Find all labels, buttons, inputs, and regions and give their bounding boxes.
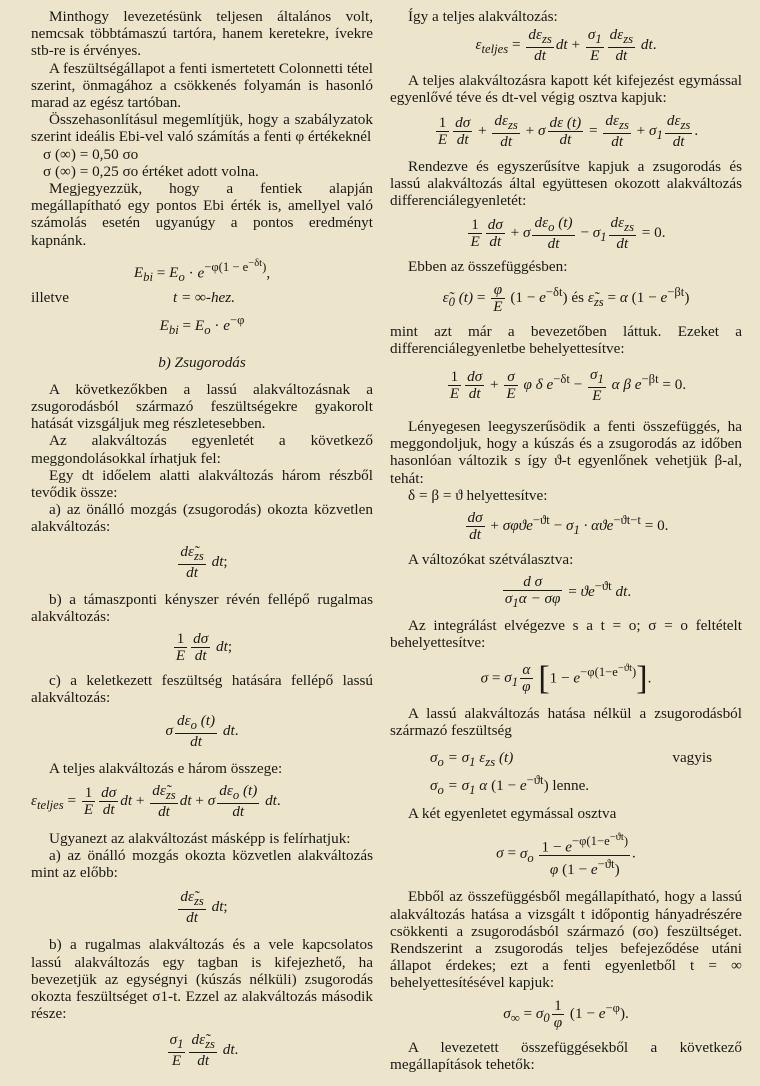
equation: $\frac{1}{E}$ $\frac{d\sigma}{dt}$ dt; bbox=[175, 630, 233, 665]
paragraph: A lassú alakváltozás hatása nélkül a zsugorodásból származó feszültség bbox=[390, 704, 742, 740]
paragraph: A változókat szétválasztva: bbox=[408, 550, 574, 568]
vagyis-label: vagyis bbox=[672, 749, 712, 767]
paragraph: A feszültségállapot a fenti ismertetett Colonnetti tétel szerint, önmagához a csökkenés folyamán is hasonló marad az egész tartóban. bbox=[31, 59, 373, 112]
section-heading: b) Zsugorodás bbox=[158, 353, 246, 371]
lenne-label: lenne. bbox=[552, 776, 590, 794]
right-column bbox=[390, 8, 742, 1073]
paragraph: Megjegyezzük, hogy a fentiek alapján megállapítható egy pontos Ebi érték is, amellyel való számolás esetén ugyanúgy a pontos eredményt kapnánk. bbox=[31, 180, 373, 249]
paragraph: Összehasonlításul megemlítjük, hogy a szabályzatok szerint ideális Ebi-vel való számítás a fenti φ értékeknél bbox=[31, 111, 373, 146]
equation: σ (∞) = 0,25 σo értéket adott volna. bbox=[43, 162, 259, 180]
equation: σ $\frac{d\varepsilon_o (t)}{dt}$ dt. bbox=[165, 711, 239, 750]
paragraph: Rendezve és egyszerűsítve kapjuk a zsugorodás és lassú alakváltozás által együttesen okozott alakváltozás differenciálegyenletét: bbox=[390, 157, 742, 210]
equation-row bbox=[390, 749, 742, 799]
equation: $\frac{d\sigma}{dt}$ + $\sigma\varphi ϑe^{-ϑt} - \sigma_1 \cdot \alpha ϑe^{-ϑt-t} = 0$. bbox=[467, 508, 669, 543]
equation: $\frac{d\varepsiloñ_{zs}}{dt}$ dt; bbox=[180, 542, 228, 581]
equation: $\varepsilon_{teljes}$ = $\frac{d\varepsilon_{zs}}{dt}$ dt + $\frac{\sigma_1}{E}$ $\frac{d\varepsilon_{zs}}{dt}$ dt. bbox=[475, 26, 657, 65]
paragraph: Az alakváltozás egyenletét a következő meggondolásokkal írhatjuk fel: bbox=[31, 432, 373, 467]
paragraph: Lényegesen leegyszerűsödik a fenti összefüggés, ha meggondoljuk, hogy a kúszás és a zsugorodás az időben hasonlóan változik s így ϑ-t egyenlőnek vehetjük β-al, tehát: bbox=[390, 417, 742, 487]
paragraph: Így a teljes alakváltozás: bbox=[408, 8, 558, 25]
equation: t = ∞-hez. bbox=[173, 289, 235, 307]
paragraph: A következőkben a lassú alakváltozásnak a zsugorodásból származó feszültségekre gyakorolt hatását vizsgáljuk meg részletesebben. bbox=[31, 380, 373, 433]
equation: $E_{bi} = E_o \cdot e^{-\varphi(1 - e^{-\delta t})}$, bbox=[133, 257, 271, 285]
equation: $\sigma = \sigma_1$ $\frac{\alpha}{\varphi}$ $[1 - e^{-\varphi(1-e^{-ϑt})}]$. bbox=[480, 659, 652, 697]
paragraph: A teljes alakváltozás e három összege: bbox=[49, 759, 283, 777]
paragraph: Ebben az összefüggésben: bbox=[408, 258, 568, 276]
equation: $\frac{1}{E}$ $\frac{d\sigma}{dt}$ + σ $\frac{d\varepsilon_o (t)}{dt}$ − $\sigma_1$ $\frac{d\varepsilon_{zs}}{dt}$ = 0. bbox=[470, 214, 666, 253]
paragraph: Ebből az összefüggésből megállapítható, hogy a lassú alakváltozás hatása a vizsgált t időpontig hányadrészére csökkenti a zsugorodásból származó (σo) feszültséget. Rendszerint a zsugorodás teljes befejeződése utáni állapot érdekes; ezt a fenti egyenletből t = ∞ behelyettesítésével kapjuk: bbox=[390, 888, 742, 992]
paragraph: Minthogy levezetésünk teljesen általános volt, nemcsak többtámaszú tartóra, hanem keretekre, ívekre stb-re is érvényes. bbox=[31, 8, 373, 60]
paragraph: Az integrálást elvégezve s a t = o; σ = o feltételt behelyettesítve: bbox=[390, 617, 742, 652]
equation: $\frac{1}{E}$ $\frac{d\sigma}{dt}$ + $\frac{d\varepsilon_{zs}}{dt}$ + σ $\frac{d\varepsilon (t)}{dt}$ = $\frac{d\varepsilon_{zs}}{dt}$ + $\sigma_1$ $\frac{d\varepsilon_{zs}}{dt}$ . bbox=[437, 111, 699, 150]
equation: $\varepsiloñ_0$ (t) = $\frac{\varphi}{E}$ $(1 - e^{-\delta t})$ és $\varepsiloñ_{zs} = \alpha$ $(1 - e^{-\beta t})$ bbox=[442, 280, 690, 315]
equation: $\sigma_o = \sigma_1$ α $(1 - e^{-ϑt})$ lenne. bbox=[430, 772, 590, 797]
paragraph: Egy dt időelem alatti alakváltozás három részből tevődik össze: bbox=[31, 466, 373, 502]
paragraph: A teljes alakváltozásra kapott két kifejezést egymással egyenlővé téve és dt-vel végig osztva kapjuk: bbox=[390, 72, 742, 107]
equation: $\sigma_o = \sigma_1$ $\varepsilon_{zs}$ (t) vagyis bbox=[390, 749, 742, 771]
equation-row bbox=[31, 289, 373, 309]
equation: $\sigma_\infty = \sigma_0$ $\frac{1}{\varphi}$ $(1 - e^{-\varphi})$. bbox=[503, 996, 629, 1031]
equation: σ (∞) = 0,50 σo bbox=[43, 145, 139, 163]
paragraph: A két egyenletet egymással osztva bbox=[408, 804, 617, 822]
paragraph: Ugyanezt az alakváltozást másképp is felírhatjuk: bbox=[49, 829, 351, 847]
paragraph: A levezetett összefüggésekből a következő megállapítások tehetők: bbox=[390, 1038, 742, 1073]
paragraph: c) a keletkezett feszültség hatására fellépő lassú alakváltozás: bbox=[31, 672, 373, 707]
equation: $E_{bi} = E_o \cdot e^{-\varphi}$ bbox=[159, 313, 245, 338]
paragraph: a) az önálló mozgás (zsugorodás) okozta közvetlen alakváltozás: bbox=[31, 501, 373, 536]
paragraph: b) a rugalmas alakváltozás és a vele kapcsolatos lassú alakváltozás egy tagban is kifejezhető, ha bevezetjük az egységnyi (kúszás nélküli) zsugorodás okozta feszültséget σ1-t. Ezzel az alakváltozás második része: bbox=[31, 936, 373, 1023]
equation: $\sigma = \sigma_o$ $\frac{1 - e^{-\varphi(1-e^{-ϑt})}}{\varphi (1 - e^{-ϑt})}$ . bbox=[496, 832, 636, 879]
left-column bbox=[31, 8, 373, 1069]
paragraph: a) az önálló mozgás okozta közvetlen alakváltozás mint az előbb: bbox=[31, 847, 373, 882]
equation: $\varepsilon_{teljes}$ = $\frac{1}{E}$ $\frac{d\sigma}{dt}$ dt + $\frac{d\varepsiloñ_{zs}}{dt}$ dt + σ $\frac{d\varepsilon_o (t)}{dt}$ dt. bbox=[31, 781, 281, 820]
equation: $\frac{d\varepsiloñ_{zs}}{dt}$ dt; bbox=[180, 888, 228, 927]
paragraph: mint azt már a bevezetőben láttuk. Ezeket a differenciálegyenletbe behelyettesítve: bbox=[390, 322, 742, 357]
paragraph: δ = β = ϑ helyettesítve: bbox=[408, 486, 548, 504]
equation: $\frac{1}{E}$ $\frac{d\sigma}{dt}$ + $\frac{\sigma}{E}$ φ δ $e^{-\delta t}$ − $\frac{\sigma_1}{E}$ α β $e^{-\beta t} = 0$. bbox=[449, 365, 687, 404]
equation: $\frac{\text{d σ}}{\sigma_1\alpha - \sigma\varphi}$ = $ϑe^{-ϑt}$ dt. bbox=[504, 573, 632, 611]
paragraph: b) a támaszponti kényszer révén fellépő rugalmas alakváltozás: bbox=[31, 590, 373, 625]
equation: $\frac{\sigma_1}{E}$ $\frac{d\varepsiloñ_{zs}}{dt}$ dt. bbox=[169, 1031, 239, 1070]
illetve-label: illetve bbox=[31, 289, 69, 307]
